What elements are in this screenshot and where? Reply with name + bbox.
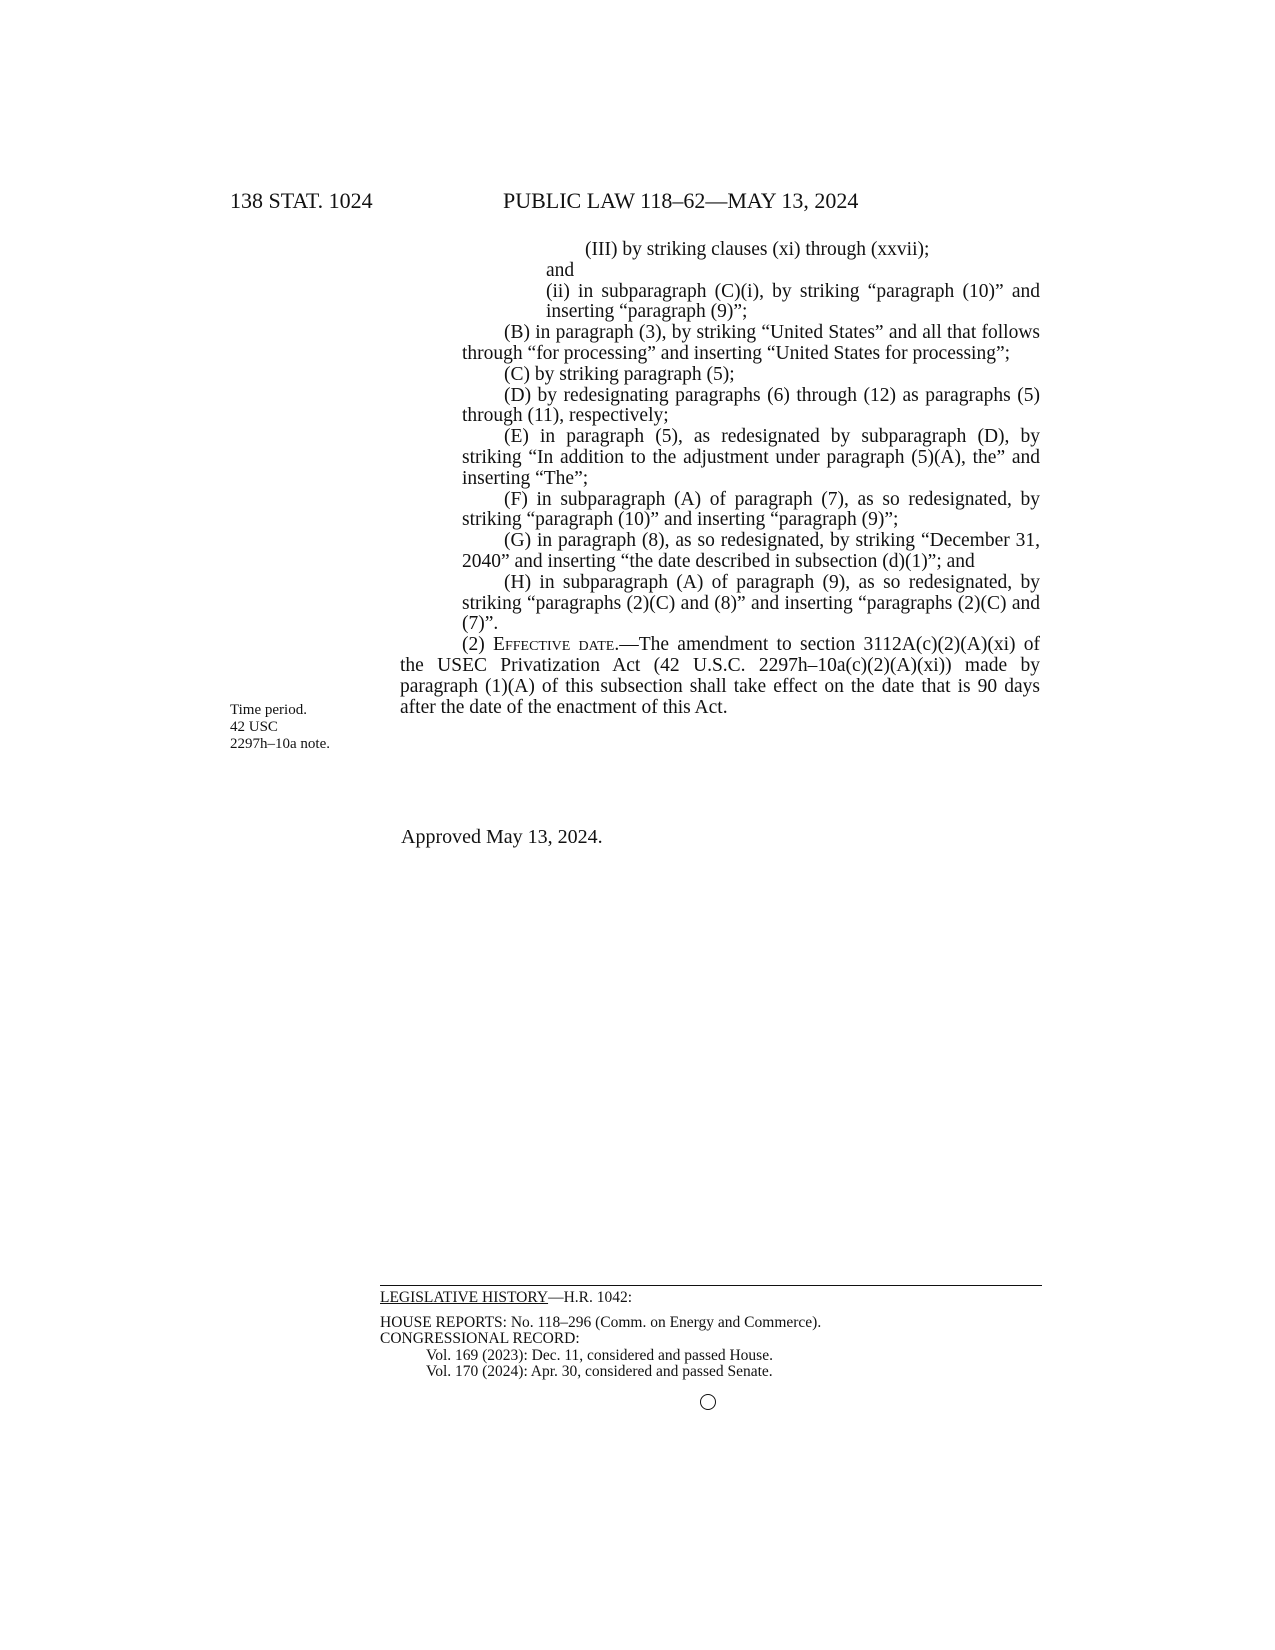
subparagraph-f: (F) in subparagraph (A) of paragraph (7), as so redesignated, by striking “paragraph (10)” and inserting “paragraph (9)”; (462, 488, 1040, 531)
legislative-history-heading-underlined: LEGISLATIVE HISTORY (380, 1289, 549, 1306)
legislative-history-bill: —H.R. 1042: (548, 1289, 633, 1306)
legislative-history-heading (380, 1290, 1042, 1307)
divider (380, 1285, 1042, 1286)
paragraph-2-number: (2) (462, 634, 485, 656)
margin-note-line: 2297h–10a note. (230, 736, 330, 752)
legislative-history (380, 1285, 1042, 1381)
margin-note-line: Time period. (230, 702, 307, 718)
margin-note (230, 702, 370, 753)
subparagraph-e: (E) in paragraph (5), as redesignated by subparagraph (D), by striking “In addition to the adjustment under paragraph (5)(A), the” and inserting “The”; (462, 426, 1040, 489)
clause-iii-continuation: and (546, 259, 575, 281)
clause-ii: (ii) in subparagraph (C)(i), by striking “paragraph (10)” and inserting “paragraph (9)”; (546, 280, 1040, 323)
subparagraph-b: (B) in paragraph (3), by striking “United States” and all that follows through “for processing” and inserting “United States for processing”; (462, 322, 1040, 364)
end-mark-circle (700, 1394, 716, 1410)
subparagraph-h: (H) in subparagraph (A) of paragraph (9), as so redesignated, by striking “paragraphs (2)(C) and (8)” and inserting “paragraphs (2)(C) and (7)”. (462, 571, 1040, 635)
paragraph-2-heading: Effective date. (493, 634, 620, 656)
clause-iii: (III) by striking clauses (xi) through (xxvii); (585, 239, 930, 260)
record-vol-170: Vol. 170 (2024): Apr. 30, considered and passed Senate. (426, 1363, 773, 1380)
subparagraph-g: (G) in paragraph (8), as so redesignated, by striking “December 31, 2040” and inserting “the date described in subsection (d)(1)”; and (462, 530, 1040, 572)
house-reports: HOUSE REPORTS: No. 118–296 (Comm. on Energy and Commerce). (380, 1313, 822, 1331)
margin-note-line: 42 USC (230, 719, 278, 735)
running-head (0, 188, 1275, 218)
stat-citation: 138 STAT. 1024 (230, 188, 373, 213)
subparagraph-c: (C) by striking paragraph (5); (504, 363, 735, 385)
record-vol-169: Vol. 169 (2023): Dec. 11, considered and passed House. (426, 1346, 773, 1364)
subparagraph-d: (D) by redesignating paragraphs (6) through (12) as paragraphs (5) through (11), respectively; (462, 384, 1040, 427)
statute-body (400, 239, 1040, 718)
paragraph-2-text: —The amendment to section 3112A(c)(2)(A)(xi) of the USEC Privatization Act (42 U.S.C. 2297h–10a(c)(2)(A)(xi)) made by paragraph (1)(A) of this subsection shall take effect on the date that is 90 days after the date of the enactment of this Act. (400, 634, 1040, 718)
paragraph-2 (400, 635, 1040, 718)
law-title: PUBLIC LAW 118–62—MAY 13, 2024 (503, 188, 859, 213)
approval-date: Approved May 13, 2024. (401, 826, 603, 848)
congressional-record: CONGRESSIONAL RECORD: (380, 1330, 580, 1347)
